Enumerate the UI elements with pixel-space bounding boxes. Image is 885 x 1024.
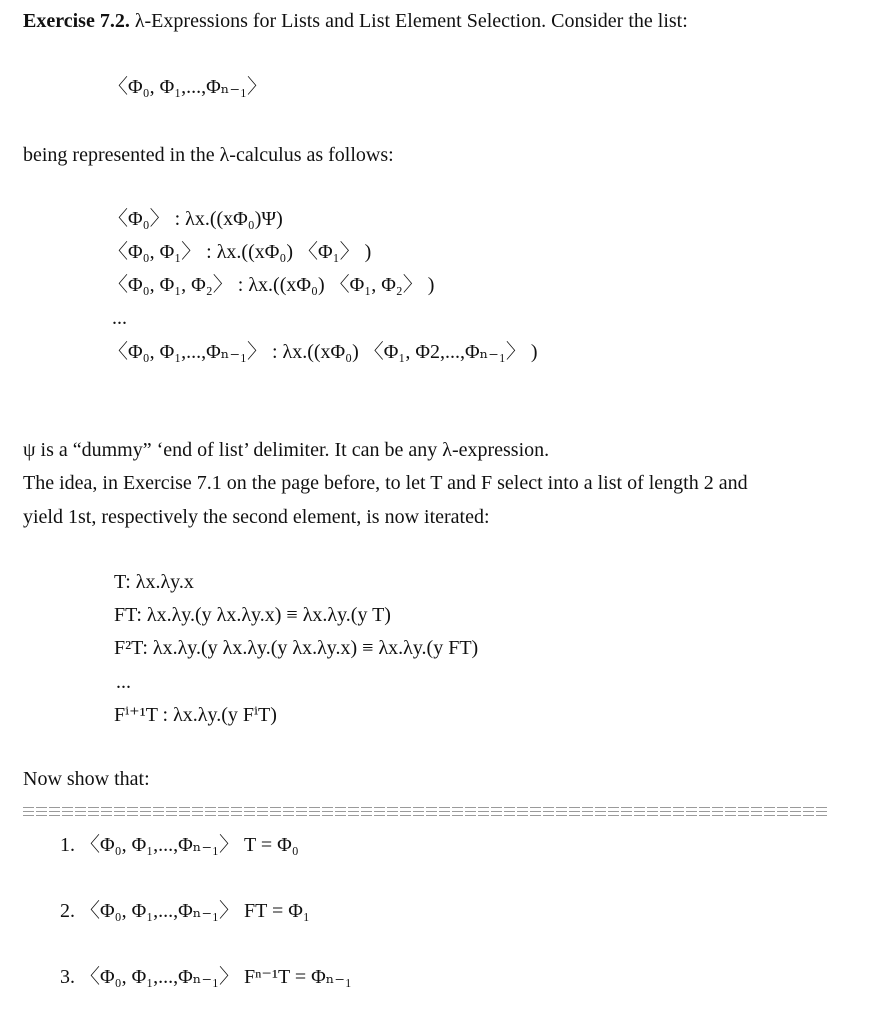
double-divider — [23, 807, 828, 817]
task-item: 1. 〈Φ₀, Φ₁,...,Φₙ₋₁〉 T = Φ₀ — [60, 834, 299, 856]
representation-line: 〈Φ₀〉 : λx.((xΦ₀)Ψ) — [108, 208, 283, 230]
definition-line: FT: λx.λy.(y λx.λy.x) ≡ λx.λy.(y T) — [114, 604, 391, 626]
definition-line: F²T: λx.λy.(y λx.λy.(y λx.λy.x) ≡ λx.λy.(y FT) — [114, 637, 479, 659]
list-display: 〈Φ₀, Φ₁,...,Φₙ₋₁〉 — [108, 76, 267, 98]
exercise-title: λ-Expressions for Lists and List Element Selection. Consider the list: — [129, 10, 688, 32]
definition-line: Fⁱ⁺¹T : λx.λy.(y FⁱT) — [114, 704, 277, 726]
representation-line: 〈Φ₀, Φ₁,...,Φₙ₋₁〉 : λx.((xΦ₀) 〈Φ₁, Φ2,...,Φₙ₋₁〉 ) — [108, 341, 538, 363]
definition-ellipsis: ... — [116, 671, 131, 693]
task-item: 3. 〈Φ₀, Φ₁,...,Φₙ₋₁〉 Fⁿ⁻¹T = Φₙ₋₁ — [60, 966, 352, 988]
exercise-label: Exercise 7.2. — [23, 10, 130, 32]
paragraph-line: ψ is a “dummy” ‘end of list’ delimiter. It can be any λ-expression. — [23, 439, 550, 461]
representation-line: 〈Φ₀, Φ₁, Φ₂〉 : λx.((xΦ₀) 〈Φ₁, Φ₂〉 ) — [108, 274, 435, 296]
representation-line: 〈Φ₀, Φ₁〉 : λx.((xΦ₀) 〈Φ₁〉 ) — [108, 241, 372, 263]
exercise-heading — [23, 9, 688, 33]
representation-ellipsis: ... — [112, 307, 127, 329]
definition-line: T: λx.λy.x — [114, 571, 194, 593]
intro-text: being represented in the λ-calculus as follows: — [23, 144, 394, 166]
task-intro: Now show that: — [23, 768, 150, 790]
task-item: 2. 〈Φ₀, Φ₁,...,Φₙ₋₁〉 FT = Φ₁ — [60, 900, 310, 922]
paragraph-line: yield 1st, respectively the second element, is now iterated: — [23, 506, 490, 528]
paragraph-line: The idea, in Exercise 7.1 on the page before, to let T and F select into a list of length 2 and — [23, 472, 748, 494]
